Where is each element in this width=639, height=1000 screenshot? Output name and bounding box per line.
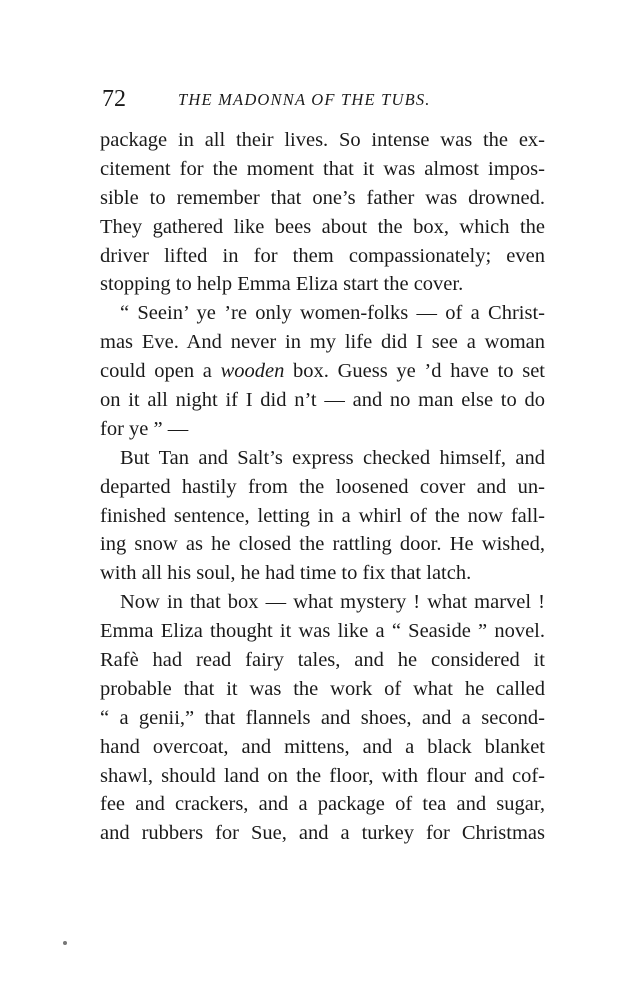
text-line: “ a genii,” that flannels and shoes, and a second- xyxy=(100,706,545,729)
text-line: ing snow as he closed the rattling door. He wished, xyxy=(100,533,545,556)
running-title: THE MADONNA OF THE TUBS. xyxy=(178,90,431,109)
running-head xyxy=(100,82,545,116)
text-line: probable that it was the work of what he called xyxy=(100,677,545,700)
text-line: Emma Eliza thought it was like a “ Seaside ” novel. xyxy=(100,620,545,643)
text-line: “ Seein’ ye ’re only women-folks — of a Christ- xyxy=(120,302,545,325)
paragraph xyxy=(100,126,545,299)
text-line: Rafè had read fairy tales, and he considered it xyxy=(100,649,545,672)
text-line: could open a wooden box. Guess ye ’d have to set xyxy=(100,360,545,383)
text-line: mas Eve. And never in my life did I see a woman xyxy=(100,331,545,354)
emphasis: wooden xyxy=(220,360,285,383)
paragraph xyxy=(100,444,545,588)
text-line: package in all their lives. So intense was the ex- xyxy=(100,129,545,151)
paragraph xyxy=(100,299,545,443)
text-line: Now in that box — what mystery ! what marvel ! xyxy=(120,591,545,614)
text-line: citement for the moment that it was almost impos- xyxy=(100,157,545,180)
text-line: stopping to help Emma Eliza start the cover. xyxy=(100,273,464,296)
text-line: But Tan and Salt’s express checked himself, and xyxy=(120,446,545,469)
text-line: shawl, should land on the floor, with flour and cof- xyxy=(100,764,545,787)
text-line: on it all night if I did n’t — and no man else to do xyxy=(100,389,545,412)
text-line: with all his soul, he had time to fix that latch. xyxy=(100,562,472,585)
page-number: 72 xyxy=(102,86,126,112)
text-line: finished sentence, letting in a whirl of the now fall- xyxy=(100,504,545,527)
text-line: driver lifted in for them compassionately; even xyxy=(100,244,545,267)
text-line: and rubbers for Sue, and a turkey for Christmas xyxy=(100,822,545,845)
text-line: for ye ” — xyxy=(100,417,189,440)
text-line: fee and crackers, and a package of tea and sugar, xyxy=(100,793,545,816)
text-line: hand overcoat, and mittens, and a black blanket xyxy=(100,735,545,758)
text-line: sible to remember that one’s father was drowned. xyxy=(100,186,545,209)
text-line: departed hastily from the loosened cover and un- xyxy=(100,475,545,498)
text-line: They gathered like bees about the box, which the xyxy=(100,215,545,238)
body-text xyxy=(100,126,545,848)
paper-speck xyxy=(63,941,67,945)
paragraph xyxy=(100,588,545,848)
